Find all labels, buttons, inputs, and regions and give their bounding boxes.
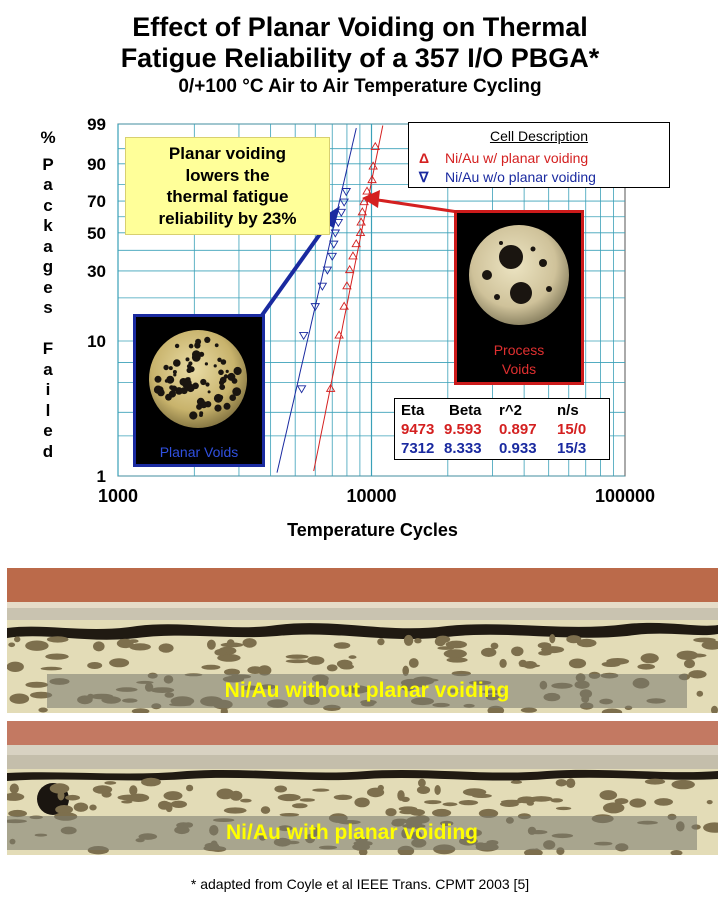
intermetallic-blob [14,636,20,642]
intermetallic-blob [286,655,309,659]
y-axis-label-letter: F [42,339,54,358]
y-axis-label-prefix: % [40,128,56,147]
legend-label: Ni/Au w/ planar voiding [445,150,589,166]
intermetallic-blob [463,788,486,796]
intermetallic-blob [65,795,80,801]
void-dot [204,337,210,343]
y-axis-label-letter: P [42,154,54,174]
void-dot [199,413,203,417]
void-dot [195,339,201,345]
intermetallic-blob [240,799,252,803]
intermetallic-blob [25,682,48,688]
intermetallic-blob [129,785,137,795]
y-tick-label: 99 [87,115,106,134]
void-dot [169,366,173,370]
void-dot [218,370,224,376]
intermetallic-blob [521,707,537,712]
void-dot [181,387,188,394]
intermetallic-blob [104,781,116,785]
intermetallic-blob [629,798,646,807]
intermetallic-blob [645,779,665,785]
stats-cell: 15/3 [557,440,587,457]
cross-section-with-voiding [7,721,718,855]
y-axis-label-letter: a [43,175,53,194]
stats-header: Beta [449,402,482,419]
callout-line: lowers the [185,165,270,185]
intermetallic-blob [677,651,699,660]
intermetallic-blob [672,780,695,789]
intermetallic-blob [491,643,499,650]
intermetallic-blob [327,664,338,671]
intermetallic-blob [693,638,716,643]
x-tick-label: 1000 [97,486,139,506]
void-dot [208,390,211,393]
stats-header: r^2 [499,402,522,419]
intermetallic-blob [141,778,161,787]
intermetallic-blob [278,794,301,801]
void-dot [187,368,192,373]
stats-cell: 9.593 [444,421,482,438]
intermetallic-blob [201,665,220,670]
intermetallic-blob [247,666,263,674]
callout-line: thermal fatigue [166,187,289,206]
intermetallic-blob [164,791,183,800]
y-tick-label: 30 [87,261,106,281]
intermetallic-blob [401,797,410,802]
intermetallic-blob [556,807,571,810]
intermetallic-blob [637,664,655,670]
stats-cell: 8.333 [444,440,482,457]
intermetallic-blob [434,785,440,795]
footnote: * adapted from Coyle et al IEEE Trans. CPMT 2003 [5] [190,876,530,892]
intermetallic-blob [334,795,353,800]
y-tick-label: 1 [96,467,106,486]
void-dot [163,365,168,370]
intermetallic-blob [603,802,624,813]
void-dot [188,361,192,365]
intermetallic-blob [214,649,226,656]
void-dot [157,389,164,396]
y-axis-label-letter: s [43,298,53,317]
intermetallic-blob [160,802,173,809]
legend-item-without-voiding [419,168,669,186]
void-dot [234,367,242,375]
intermetallic-blob [654,798,673,806]
planar-voids-caption: Planar Voids [159,444,239,460]
void-dot [192,383,199,390]
intermetallic-blob [286,659,310,663]
void-dot [214,405,221,412]
y-axis-label-letter: a [43,359,53,379]
callout-line: reliability by 23% [158,208,297,228]
intermetallic-blob [261,806,270,814]
intermetallic-blob [641,653,659,663]
photo-label-with-voiding: Ni/Au with planar voiding [7,816,697,850]
title-line-2: Fatigue Reliability of a 357 I/O PBGA* [120,43,600,73]
intermetallic-blob [74,803,88,812]
intermetallic-blob [129,643,151,650]
intermetallic-blob [511,780,522,784]
intermetallic-blob [41,667,63,671]
void-dot [189,411,197,419]
y-tick-label: 70 [87,192,106,212]
intermetallic-blob [556,779,567,786]
subtitle: 0/+100 °C Air to Air Temperature Cycling [178,76,542,97]
stats-header-row [401,401,579,420]
intermetallic-blob [523,661,537,669]
intermetallic-blob [307,656,324,665]
y-axis-label-letter: e [43,421,53,440]
reliability-callout [125,137,330,235]
intermetallic-blob [511,647,523,657]
void-dot [166,376,174,384]
planar-voids-micrograph [136,317,262,464]
intermetallic-blob [93,785,112,794]
intermetallic-blob [159,643,174,652]
intermetallic-blob [227,639,235,647]
void-dot [205,362,208,365]
intermetallic-blob [697,691,704,697]
y-tick-label: 50 [87,223,106,243]
y-axis-label-letter: k [43,216,53,235]
intermetallic-blob [418,779,426,787]
intermetallic-blob [377,638,384,645]
intermetallic-blob [500,801,519,807]
intermetallic-blob [171,801,187,808]
y-tick-label: 90 [87,154,106,174]
intermetallic-blob [538,642,552,648]
stats-cell: 0.933 [499,440,537,457]
title-line-1: Effect of Planar Voiding on Thermal [132,12,588,42]
intermetallic-blob [58,791,65,801]
x-axis-label: Temperature Cycles [287,520,458,540]
intermetallic-blob [569,659,586,669]
legend [408,122,670,188]
void-dot [214,364,217,367]
void-dot [215,343,219,347]
y-axis-label-letter: e [43,277,53,297]
intermetallic-blob [217,789,235,800]
intermetallic-blob [312,789,329,792]
intermetallic-blob [274,786,287,793]
void-dot [186,357,190,361]
void-dot [169,390,176,397]
intermetallic-blob [8,643,15,648]
intermetallic-blob [10,694,30,704]
y-axis-label-letter [34,319,62,340]
intermetallic-blob [570,660,577,663]
process-voids-caption-line: Process [493,342,545,358]
photo-label-without-voiding: Ni/Au without planar voiding [47,674,687,708]
stats-cell: 9473 [401,421,435,438]
intermetallic-blob [424,800,441,804]
intermetallic-blob [45,654,68,660]
intermetallic-blob [38,708,47,713]
intermetallic-blob [566,635,581,643]
legend-item-with-voiding [419,149,669,167]
void-dot [155,376,162,383]
process-voids-micrograph [457,213,581,333]
legend-marker-up: Δ [419,150,430,166]
intermetallic-blob [207,640,216,650]
stats-cell: 15/0 [557,421,587,438]
intermetallic-blob [459,800,478,805]
y-axis-label-letter: c [43,195,53,215]
void-dot [205,382,209,386]
void-dot [219,384,225,390]
planar-voids-inset [133,314,265,467]
intermetallic-blob [409,658,419,668]
y-axis-label-letter: a [43,236,53,256]
stats-header: n/s [557,402,579,419]
intermetallic-blob [707,800,713,804]
void-dot [221,359,227,365]
void-dot [232,387,241,396]
intermetallic-blob [684,659,695,668]
y-axis-label-letter: l [45,400,51,420]
intermetallic-blob [499,659,506,668]
intermetallic-blob [443,802,458,806]
stats-row-without-voiding [401,439,586,458]
void-dot [218,395,223,400]
weibull-stats-table [394,398,610,460]
stats-header: Eta [401,402,425,419]
process-voids-caption-line: Voids [501,361,537,377]
intermetallic-blob [186,785,193,792]
void-dot [224,403,231,410]
y-axis-label [34,128,62,462]
intermetallic-blob [10,784,19,794]
legend-marker-down: ∇ [419,169,429,185]
void-dot [220,377,227,384]
intermetallic-blob [109,658,129,667]
intermetallic-blob [602,662,621,667]
y-axis-label-letter: g [42,257,54,276]
y-axis-label-letter: i [45,380,51,399]
intermetallic-blob [530,796,553,802]
intermetallic-blob [435,637,446,646]
void-dot [173,359,181,367]
void-dot [189,344,194,349]
callout-line: Planar voiding [168,144,287,163]
stats-row-with-voiding [401,420,586,439]
intermetallic-blob [354,798,369,808]
intermetallic-blob [87,662,102,669]
y-tick-label: 10 [87,332,106,352]
intermetallic-blob [399,810,416,814]
y-axis-label-letters [34,155,62,463]
intermetallic-blob [334,642,351,649]
intermetallic-blob [224,807,247,813]
intermetallic-blob [444,649,467,658]
intermetallic-blob [688,670,706,678]
intermetallic-blob [292,803,308,808]
intermetallic-blob [47,636,69,642]
intermetallic-blob [566,778,575,788]
intermetallic-blob [447,657,468,662]
intermetallic-blob [93,641,105,651]
void-dot [197,398,205,406]
legend-label: Ni/Au w/o planar voiding [445,169,596,185]
void-dot [175,344,179,348]
void-dot [183,379,192,388]
intermetallic-blob [414,638,421,643]
x-tick-label: 10000 [346,486,397,506]
intermetallic-blob [89,805,96,811]
void-dot [231,396,235,400]
legend-title: Cell Description [489,128,589,144]
intermetallic-blob [549,634,555,643]
intermetallic-blob [417,786,430,794]
intermetallic-blob [118,795,141,801]
x-tick-label: 100000 [594,486,656,506]
void-dot [173,373,176,376]
intermetallic-blob [349,655,357,659]
cross-section-without-voiding [7,568,718,713]
intermetallic-blob [527,801,534,806]
void-dot [192,350,201,359]
intermetallic-blob [243,638,257,648]
stats-cell: 7312 [401,440,435,457]
stats-cell: 0.897 [499,421,537,438]
intermetallic-blob [437,646,454,650]
intermetallic-blob [7,662,24,672]
intermetallic-blob [25,641,48,651]
process-voids-inset [454,210,584,385]
y-axis-label-letter: d [42,441,54,461]
intermetallic-blob [337,660,353,669]
void-dot [226,370,229,373]
intermetallic-blob [300,798,315,801]
intermetallic-blob [600,790,618,800]
intermetallic-blob [128,639,138,643]
void-dot [230,375,234,379]
intermetallic-blob [404,635,413,646]
intermetallic-blob [367,788,384,798]
